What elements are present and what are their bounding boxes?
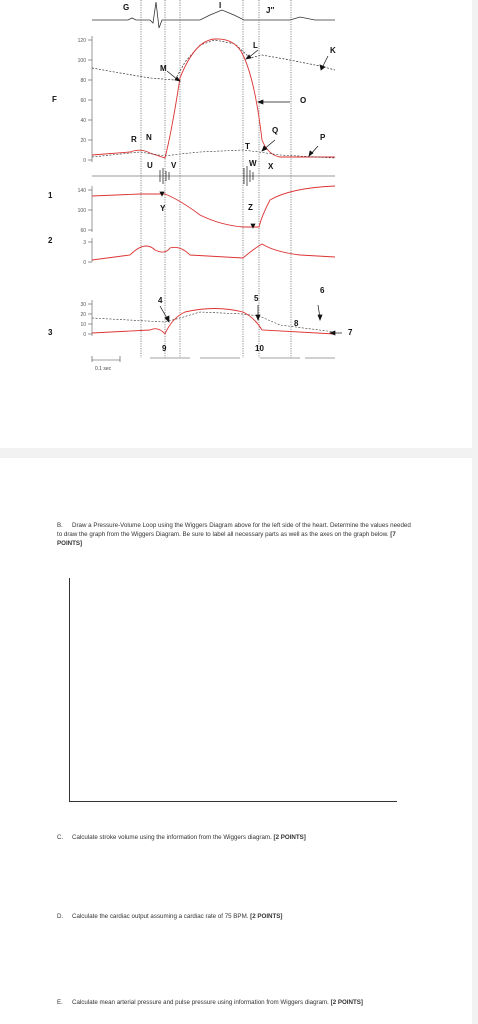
label-x: X xyxy=(268,162,274,171)
label-8: 8 xyxy=(294,319,299,328)
question-d-points: [2 POINTS] xyxy=(250,913,283,920)
question-b-points: [7 POINTS] xyxy=(57,531,396,547)
volume-axis xyxy=(88,186,92,232)
atrial-tick: 0 xyxy=(83,332,86,338)
label-7: 7 xyxy=(348,328,353,337)
label-1: 1 xyxy=(48,191,53,200)
question-e-number: E. xyxy=(57,999,63,1006)
question-d-text: Calculate the cardiac output assuming a cardiac rate of 75 BPM. xyxy=(72,913,249,920)
label-3: 3 xyxy=(48,328,53,337)
question-c xyxy=(57,833,437,842)
question-e-text: Calculate mean arterial pressure and pulse pressure using information from Wiggers diagram. xyxy=(72,999,329,1006)
pressure-tick: 60 xyxy=(80,98,86,104)
label-t: T xyxy=(245,142,250,151)
question-e-points: [2 POINTS] xyxy=(330,999,363,1006)
volume-tick: 60 xyxy=(80,228,86,234)
worksheet-page-top xyxy=(0,0,472,448)
label-r: R xyxy=(131,135,137,144)
lv-pressure-trace xyxy=(92,39,335,158)
label-p: P xyxy=(320,133,326,142)
pv-loop-answer-area[interactable] xyxy=(69,578,397,802)
label-v: V xyxy=(171,161,177,170)
label-i: I xyxy=(219,1,222,10)
question-e xyxy=(57,998,457,1007)
atrial-tick: 30 xyxy=(80,302,86,308)
time-scale-label: 0.1 sec xyxy=(95,366,112,372)
atrial-tick: 20 xyxy=(80,312,86,318)
label-g: G xyxy=(123,3,130,12)
wiggers-diagram xyxy=(0,0,472,448)
label-o: O xyxy=(300,96,307,105)
label-4: 4 xyxy=(158,296,163,305)
volume-tick: 100 xyxy=(77,208,86,214)
label-j: J″ xyxy=(266,6,275,15)
atrial-dashed-trace xyxy=(92,312,335,332)
pressure-tick: 0 xyxy=(83,158,86,164)
second-panel-trace xyxy=(92,244,335,260)
pressure-tick: 100 xyxy=(77,58,86,64)
label-m: M xyxy=(160,64,167,73)
second-tick: 3 xyxy=(83,240,86,246)
label-10: 10 xyxy=(255,344,264,353)
label-u: U xyxy=(147,161,153,170)
question-b-number: B. xyxy=(57,522,63,529)
lv-volume-trace xyxy=(92,186,335,227)
label-9: 9 xyxy=(162,344,167,353)
label-2: 2 xyxy=(48,236,53,245)
time-scale xyxy=(92,356,335,362)
second-axis xyxy=(88,238,92,262)
question-c-points: [2 POINTS] xyxy=(273,834,306,841)
pressure-axis xyxy=(88,36,92,162)
second-tick: 0 xyxy=(83,260,86,266)
aortic-pressure-trace xyxy=(92,40,335,80)
label-z: Z xyxy=(248,203,253,212)
label-n: N xyxy=(146,133,152,142)
volume-tick: 140 xyxy=(77,188,86,194)
pressure-tick: 120 xyxy=(77,38,86,44)
question-b-text: Draw a Pressure-Volume Loop using the Wiggers Diagram above for the left side of the heart. Determine the values needed to draw the graph from the Wiggers Diagram. Be sure to label all necessary parts as well as the axes on the graph below. xyxy=(57,522,411,538)
question-c-number: C. xyxy=(57,834,64,841)
question-b xyxy=(57,521,417,548)
atrial-red-trace xyxy=(92,309,335,335)
pressure-tick: 40 xyxy=(80,118,86,124)
label-f: F xyxy=(52,95,57,104)
pressure-tick: 80 xyxy=(80,78,86,84)
atrial-axis xyxy=(88,300,92,336)
pressure-tick: 20 xyxy=(80,138,86,144)
question-d-number: D. xyxy=(57,913,64,920)
label-6: 6 xyxy=(320,286,325,295)
label-5: 5 xyxy=(254,294,259,303)
label-w: W xyxy=(249,159,257,168)
atrial-tick: 10 xyxy=(80,322,86,328)
label-y: Y xyxy=(160,204,166,213)
question-d xyxy=(57,912,437,921)
label-q: Q xyxy=(272,126,279,135)
annotation-arrows xyxy=(160,50,342,335)
event-lines xyxy=(141,0,291,358)
question-c-text: Calculate stroke volume using the information from the Wiggers diagram. xyxy=(72,834,272,841)
label-k: K xyxy=(330,46,336,55)
label-l: L xyxy=(253,41,258,50)
